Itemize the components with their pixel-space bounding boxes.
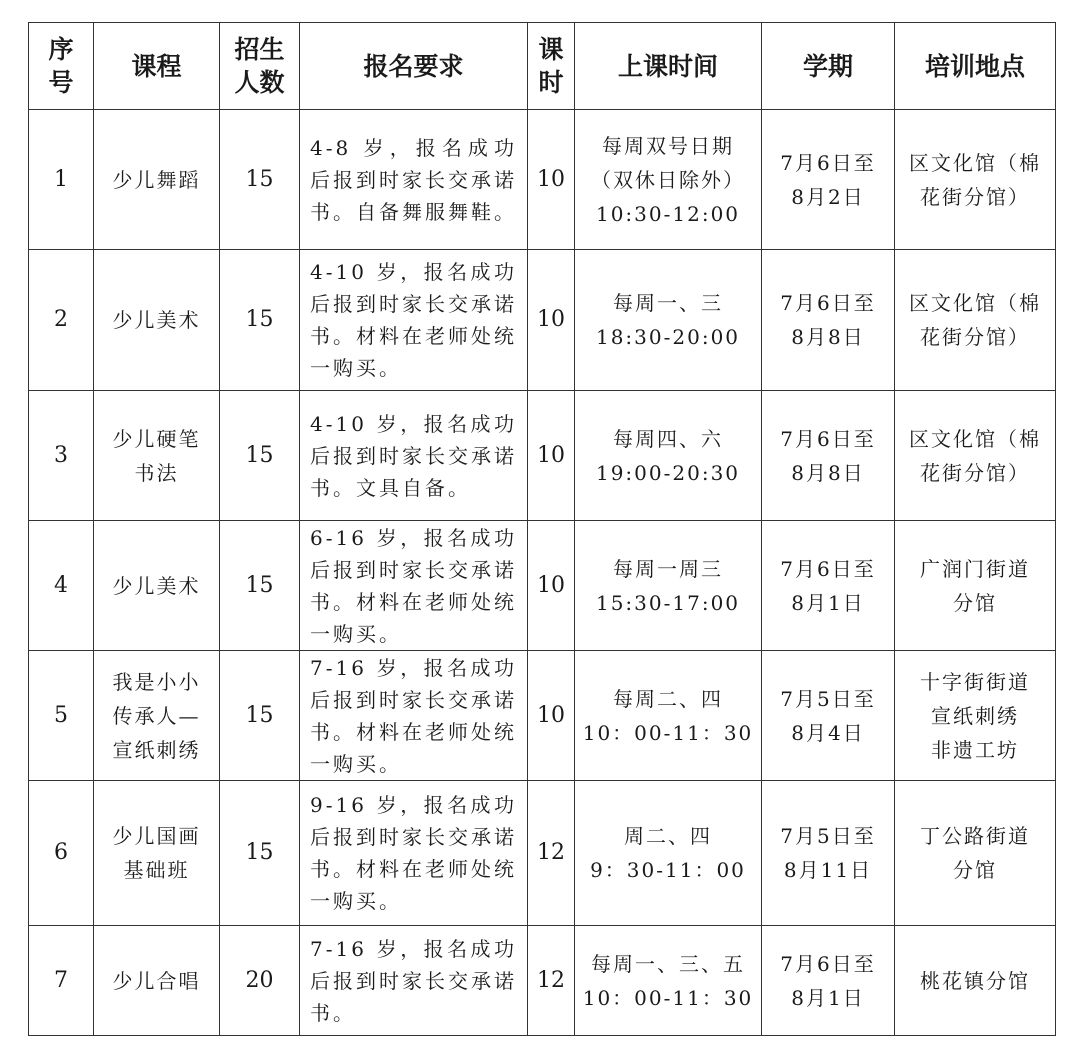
- cell-hours: 10: [528, 110, 575, 250]
- cell-enrollment: 15: [220, 250, 300, 391]
- cell-enrollment: 15: [220, 110, 300, 250]
- cell-location: 区文化馆（棉花街分馆）: [895, 110, 1056, 250]
- cell-location: 区文化馆（棉花街分馆）: [895, 250, 1056, 391]
- cell-term: 7月6日至 8月8日: [762, 250, 895, 391]
- cell-course: 少儿美术: [94, 250, 220, 391]
- cell-course: 少儿美术: [94, 521, 220, 651]
- header-term: 学期: [762, 23, 895, 110]
- cell-term: 7月5日至 8月11日: [762, 781, 895, 926]
- cell-location: 区文化馆（棉花街分馆）: [895, 391, 1056, 521]
- cell-index: 6: [29, 781, 94, 926]
- cell-term: 7月6日至 8月8日: [762, 391, 895, 521]
- cell-enrollment: 15: [220, 651, 300, 781]
- cell-course: 少儿国画 基础班: [94, 781, 220, 926]
- header-schedule: 上课时间: [575, 23, 762, 110]
- cell-schedule: 每周一周三 15:30-17:00: [575, 521, 762, 651]
- cell-enrollment: 15: [220, 521, 300, 651]
- cell-course: 少儿舞蹈: [94, 110, 220, 250]
- cell-requirements: 7-16 岁，报名成功后报到时家长交承诺书。材料在老师处统一购买。: [300, 651, 528, 781]
- table-row: [29, 250, 1056, 391]
- cell-enrollment: 20: [220, 926, 300, 1036]
- cell-term: 7月6日至 8月1日: [762, 521, 895, 651]
- cell-index: 3: [29, 391, 94, 521]
- cell-hours: 10: [528, 651, 575, 781]
- cell-course: 我是小小 传承人— 宣纸刺绣: [94, 651, 220, 781]
- cell-schedule: 每周二、四 10：00-11：30: [575, 651, 762, 781]
- cell-hours: 10: [528, 391, 575, 521]
- header-index: 序号: [29, 23, 94, 110]
- cell-requirements: 4-10 岁，报名成功后报到时家长交承诺书。文具自备。: [300, 391, 528, 521]
- cell-requirements: 7-16 岁，报名成功后报到时家长交承诺书。: [300, 926, 528, 1036]
- cell-enrollment: 15: [220, 391, 300, 521]
- cell-index: 1: [29, 110, 94, 250]
- cell-location: 十字街街道 宣纸刺绣 非遗工坊: [895, 651, 1056, 781]
- cell-index: 5: [29, 651, 94, 781]
- cell-enrollment: 15: [220, 781, 300, 926]
- cell-schedule: 每周一、三、五 10：00-11：30: [575, 926, 762, 1036]
- cell-term: 7月5日至 8月4日: [762, 651, 895, 781]
- cell-hours: 12: [528, 926, 575, 1036]
- cell-location: 丁公路街道 分馆: [895, 781, 1056, 926]
- cell-schedule: 每周四、六 19:00-20:30: [575, 391, 762, 521]
- cell-schedule: 每周双号日期 （双休日除外） 10:30-12:00: [575, 110, 762, 250]
- course-schedule-table: [28, 22, 1056, 1036]
- cell-index: 2: [29, 250, 94, 391]
- table-row: [29, 781, 1056, 926]
- cell-schedule: 每周一、三 18:30-20:00: [575, 250, 762, 391]
- cell-schedule: 周二、四 9：30-11：00: [575, 781, 762, 926]
- cell-requirements: 9-16 岁，报名成功后报到时家长交承诺书。材料在老师处统一购买。: [300, 781, 528, 926]
- cell-hours: 12: [528, 781, 575, 926]
- cell-requirements: 4-8 岁，报名成功后报到时家长交承诺书。自备舞服舞鞋。: [300, 110, 528, 250]
- cell-hours: 10: [528, 250, 575, 391]
- table-row: [29, 926, 1056, 1036]
- table-row: [29, 521, 1056, 651]
- header-location: 培训地点: [895, 23, 1056, 110]
- cell-index: 4: [29, 521, 94, 651]
- header-enrollment: 招生人数: [220, 23, 300, 110]
- cell-requirements: 4-10 岁，报名成功后报到时家长交承诺书。材料在老师处统一购买。: [300, 250, 528, 391]
- cell-index: 7: [29, 926, 94, 1036]
- table-row: [29, 651, 1056, 781]
- cell-course: 少儿硬笔 书法: [94, 391, 220, 521]
- cell-hours: 10: [528, 521, 575, 651]
- cell-term: 7月6日至 8月1日: [762, 926, 895, 1036]
- header-row: [29, 23, 1056, 110]
- cell-course: 少儿合唱: [94, 926, 220, 1036]
- header-hours: 课时: [528, 23, 575, 110]
- table-row: [29, 391, 1056, 521]
- header-course: 课程: [94, 23, 220, 110]
- cell-term: 7月6日至 8月2日: [762, 110, 895, 250]
- cell-location: 广润门街道 分馆: [895, 521, 1056, 651]
- header-requirements: 报名要求: [300, 23, 528, 110]
- cell-location: 桃花镇分馆: [895, 926, 1056, 1036]
- table-row: [29, 110, 1056, 250]
- cell-requirements: 6-16 岁，报名成功后报到时家长交承诺书。材料在老师处统一购买。: [300, 521, 528, 651]
